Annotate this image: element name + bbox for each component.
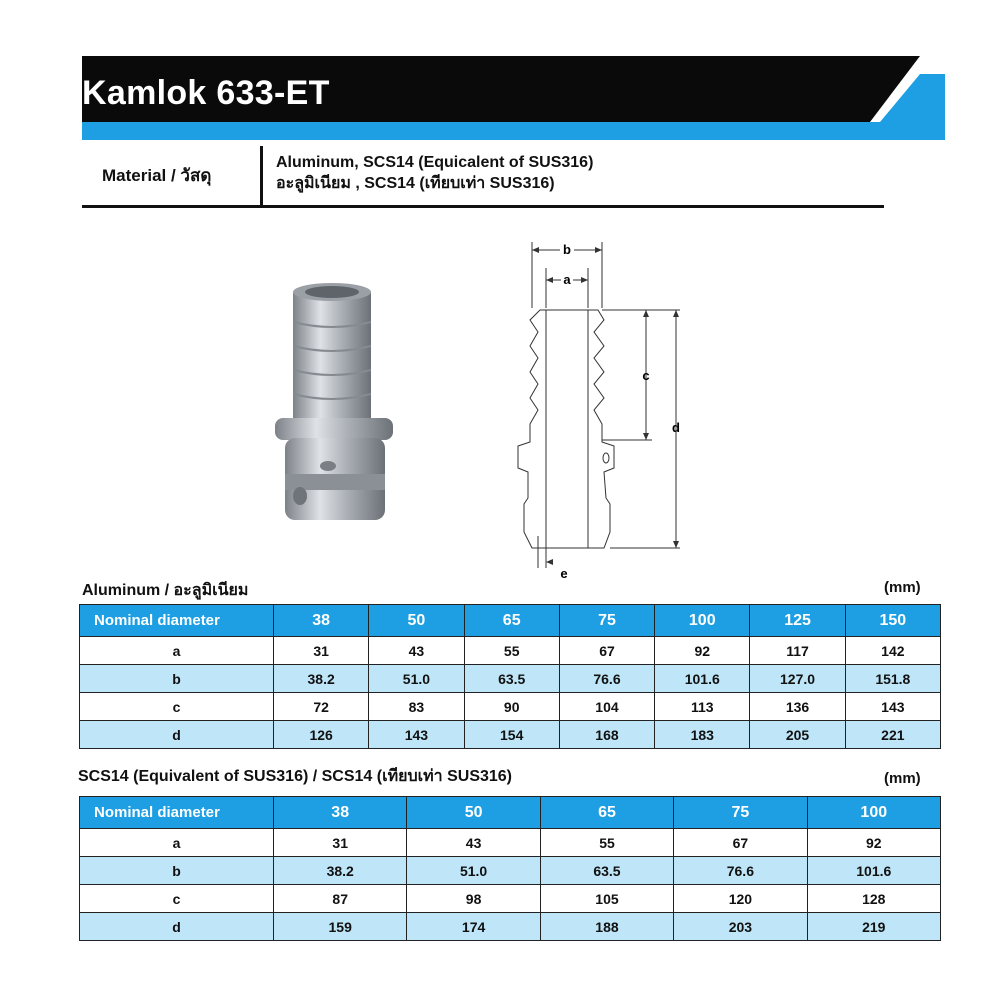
row-label: a [80,829,274,857]
table-cell: 105 [540,885,673,913]
table-cell: 51.0 [407,857,540,885]
table-row [80,721,941,749]
table-cell: 203 [674,913,807,941]
technical-drawing [510,236,710,586]
dim-label-d: d [672,420,680,435]
row-label: a [80,637,274,665]
table-cell: 159 [274,913,407,941]
table-cell: 72 [274,693,369,721]
table-cell: 76.6 [674,857,807,885]
header-cell: 75 [559,605,654,637]
table-cell: 113 [655,693,750,721]
row-label: b [80,665,274,693]
page-title: Kamlok 633-ET [82,74,330,112]
aluminum-table-unit: (mm) [884,579,921,596]
table-cell: 142 [845,637,940,665]
header-cell: 50 [369,605,464,637]
header-cell: 38 [274,605,369,637]
table-row [80,857,941,885]
header-cell: 65 [464,605,559,637]
material-description [276,152,593,194]
header-cell: 50 [407,797,540,829]
table-cell: 188 [540,913,673,941]
table-cell: 76.6 [559,665,654,693]
product-photo [265,278,415,528]
table-cell: 120 [674,885,807,913]
header-cell: 38 [274,797,407,829]
table-cell: 126 [274,721,369,749]
table-cell: 143 [845,693,940,721]
table-cell: 205 [750,721,845,749]
header-cell: 100 [655,605,750,637]
table-cell: 63.5 [540,857,673,885]
row-label: c [80,693,274,721]
table-cell: 38.2 [274,857,407,885]
material-row [82,146,884,208]
table-cell: 154 [464,721,559,749]
table-header-row [80,797,941,829]
table-cell: 43 [407,829,540,857]
header-cell: 150 [845,605,940,637]
table-cell: 221 [845,721,940,749]
table-cell: 98 [407,885,540,913]
table-cell: 67 [559,637,654,665]
table-cell: 128 [807,885,940,913]
table-cell: 183 [655,721,750,749]
table-cell: 92 [655,637,750,665]
table-cell: 151.8 [845,665,940,693]
table-cell: 67 [674,829,807,857]
table-cell: 117 [750,637,845,665]
table-cell: 136 [750,693,845,721]
table-cell: 174 [407,913,540,941]
table-cell: 168 [559,721,654,749]
table-cell: 101.6 [655,665,750,693]
table-cell: 31 [274,829,407,857]
table-cell: 43 [369,637,464,665]
table-cell: 92 [807,829,940,857]
dim-label-b: b [563,242,571,257]
material-divider [260,146,263,206]
table-row [80,913,941,941]
scs-table-unit: (mm) [884,770,921,787]
table-header-row [80,605,941,637]
aluminum-spec-table [79,604,941,749]
scs-table-title: SCS14 (Equivalent of SUS316) / SCS14 (เทียบเท่า SUS316) [78,768,513,785]
material-line-en: Aluminum, SCS14 (Equicalent of SUS316) [276,154,594,171]
material-line-th: อะลูมิเนียม , SCS14 (เทียบเท่า SUS316) [276,175,555,192]
table-row [80,637,941,665]
header-cell: 75 [674,797,807,829]
table-row [80,665,941,693]
table-cell: 90 [464,693,559,721]
row-label: d [80,913,274,941]
table-cell: 55 [540,829,673,857]
header-cell: 65 [540,797,673,829]
table-cell: 63.5 [464,665,559,693]
header-cell: 100 [807,797,940,829]
material-label: Material / วัสดุ [102,166,212,185]
table-row [80,829,941,857]
aluminum-table-title: Aluminum / อะลูมิเนียม [82,582,249,599]
header-cell: 125 [750,605,845,637]
row-label: d [80,721,274,749]
table-cell: 31 [274,637,369,665]
table-cell: 143 [369,721,464,749]
table-cell: 83 [369,693,464,721]
row-label: c [80,885,274,913]
table-cell: 38.2 [274,665,369,693]
scs-spec-table [79,796,941,941]
row-label: b [80,857,274,885]
dim-label-a: a [563,272,571,287]
table-cell: 55 [464,637,559,665]
table-cell: 219 [807,913,940,941]
header-cell: Nominal diameter [80,797,274,829]
table-cell: 104 [559,693,654,721]
table-cell: 87 [274,885,407,913]
table-cell: 51.0 [369,665,464,693]
table-cell: 101.6 [807,857,940,885]
table-row [80,885,941,913]
dim-label-e: e [560,566,568,581]
header-cell: Nominal diameter [80,605,274,637]
dim-label-c: c [642,368,650,383]
table-cell: 127.0 [750,665,845,693]
table-row [80,693,941,721]
